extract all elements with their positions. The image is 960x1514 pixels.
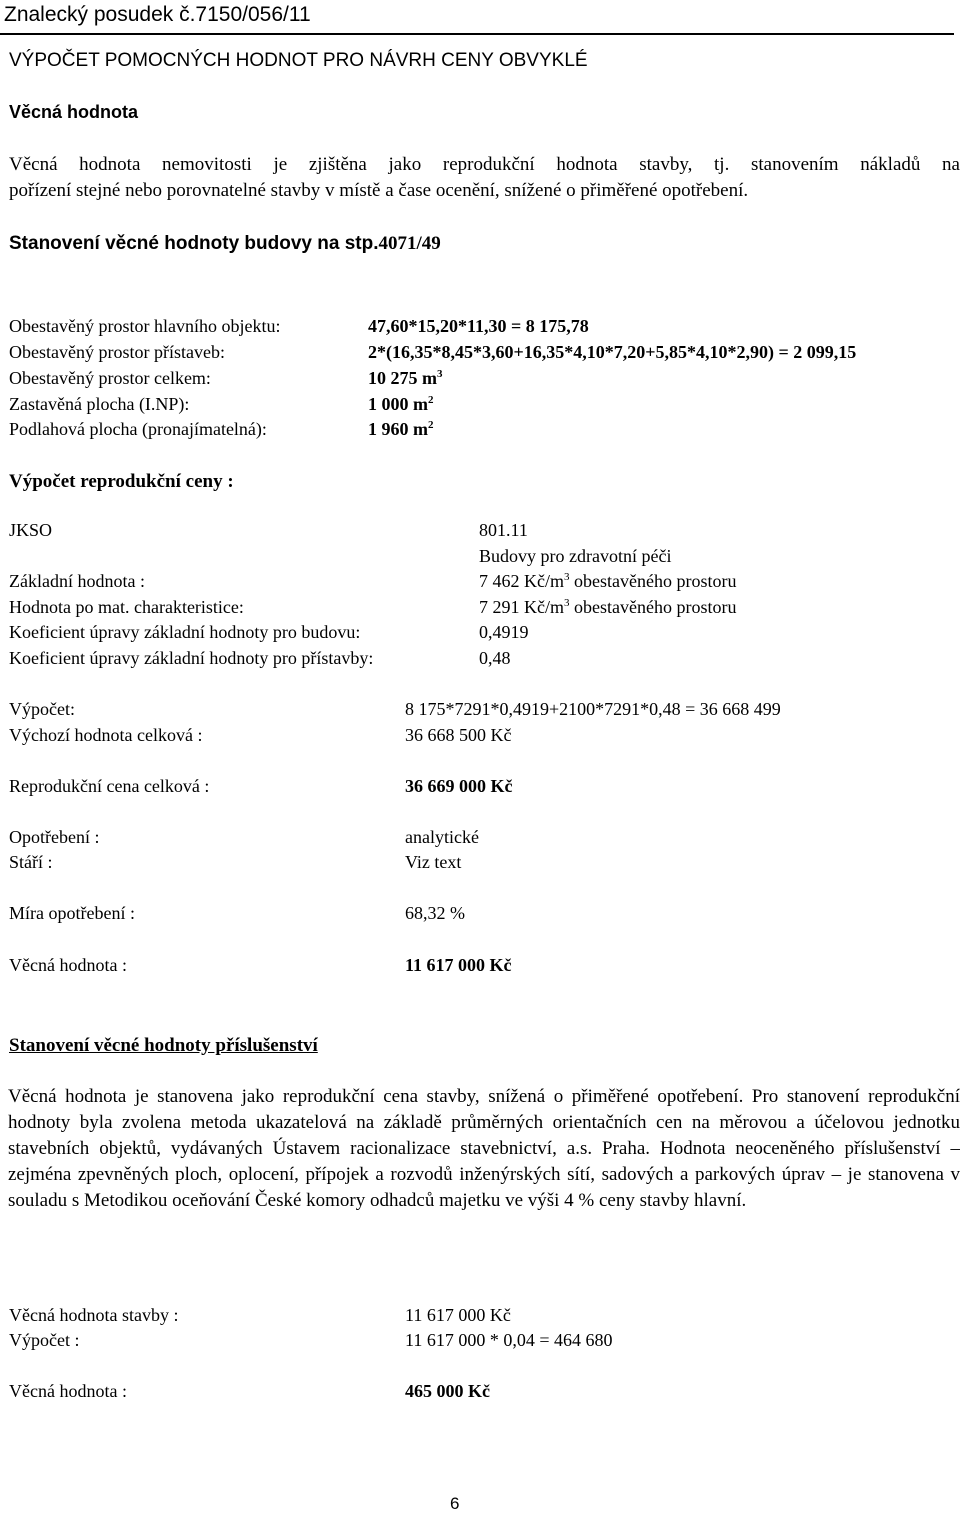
initial-value: 36 668 500 Kč [405,725,512,745]
header-rule [0,33,954,35]
building-heading [9,233,441,255]
base-value: 7 462 $Kč/m^3$ obestavěného prostoru [479,571,737,591]
material-value-label: Věcná hodnota : [9,955,127,975]
document-header-title: Znalecký posudek č.7150/056/11 [4,3,311,26]
accessory-calc-value: 11 617 000 * 0,04 = 464 680 [405,1330,613,1350]
age-label: Stáří : [9,852,53,872]
accessory-material-value: 465 000 Kč [405,1381,490,1401]
accessory-paragraph: Věcná hodnota je stanovena jako reprodukční cena stavby, snížená o přiměřené opotřebení. Pro stanovení reprodukční hodnoty byla zvolena metoda ukazatelová na základě průměrných orientačních cen na měrovou a účelovou jednotku stavebních objektů, vydávaných Ústavem racionalizace stavebnictví, a.s. Praha. Hodnota neoceněného příslušenství – zejména zpevněných ploch, oplocení, přípojek a rozvodů inženýrských sítí, sadových a parkových úprav – je stanovena v souladu s Metodikou oceňování České komory odhadců majetku ve výši 4 % ceny stavby hlavní. [8,1086,960,1211]
reproduction-cost-label: Reprodukční cena celková : [9,776,210,796]
building-heading-text: Stanovení věcné hodnoty budovy na stp. [9,233,379,254]
volume-value: 1 960 $m^2$ [368,419,434,439]
page-main-heading: VÝPOČET POMOCNÝCH HODNOT PRO NÁVRH CENY OBVYKLÉ [9,50,588,71]
coef-annex-value: 0,48 [479,648,511,668]
mat-value-label: Hodnota po mat. charakteristice: [9,597,244,617]
reproduction-cost-value: 36 669 000 Kč [405,776,513,796]
page-number: 6 [450,1494,460,1513]
coef-building-value: 0,4919 [479,622,529,642]
vecna-hodnota-heading: Věcná hodnota [9,102,139,122]
accessory-heading: Stanovení věcné hodnoty příslušenství [9,1035,318,1056]
volume-value: 47,60*15,20*11,30 = 8 175,78 [368,316,589,336]
material-value: 11 617 000 Kč [405,955,512,975]
accessory-building-value-label: Věcná hodnota stavby : [9,1305,179,1325]
calc-heading: Výpočet reprodukční ceny : [9,471,234,492]
depreciation-value: analytické [405,827,479,847]
coef-annex-label: Koeficient úpravy základní hodnoty pro přístavby: [9,648,374,668]
jkso-description: Budovy pro zdravotní péči [479,546,672,566]
calc-value: 8 175*7291*0,4919+2100*7291*0,48 = 36 668 499 [405,699,781,719]
accessory-calc-label: Výpočet : [9,1330,80,1350]
accessory-building-value: 11 617 000 Kč [405,1305,511,1325]
calc-label: Výpočet: [9,699,75,719]
volume-label: Obestavěný prostor hlavního objektu: [9,316,281,336]
depreciation-label: Opotřebení : [9,827,100,847]
initial-value-label: Výchozí hodnota celková : [9,725,203,745]
volume-value: 10 275 $m^3$ [368,368,443,388]
intro-line-2: pořízení stejné nebo porovnatelné stavby v místě a čase ocenění, snížené o přiměřené opotřebení. [9,180,749,201]
volume-value: 2*(16,35*8,45*3,60+16,35*4,10*7,20+5,85*4,10*2,90) = 2 099,15 [368,342,857,362]
building-heading-number: 4071/49 [378,233,441,254]
base-value-label: Základní hodnota : [9,571,145,591]
coef-building-label: Koeficient úpravy základní hodnoty pro budovu: [9,622,361,642]
volume-label: Podlahová plocha (pronajímatelná): [9,419,267,439]
mat-value: 7 291 $Kč/m^3$ obestavěného prostoru [479,597,737,617]
age-value: Viz text [405,852,462,872]
accessory-material-value-label: Věcná hodnota : [9,1381,127,1401]
volume-label: Obestavěný prostor celkem: [9,368,211,388]
volume-label: Obestavěný prostor přístaveb: [9,342,225,362]
intro-line-1: Věcná hodnota nemovitosti je zjištěna jako reprodukční hodnota stavby, tj. stanovením nákladů na [9,154,960,175]
volume-label: Zastavěná plocha (I.NP): [9,394,190,414]
depreciation-rate-value: 68,32 % [405,903,465,923]
jkso-code: 801.11 [479,520,528,540]
depreciation-rate-label: Míra opotřebení : [9,903,135,923]
volume-value: 1 000 $m^2$ [368,394,434,414]
jkso-label: JKSO [9,520,53,540]
